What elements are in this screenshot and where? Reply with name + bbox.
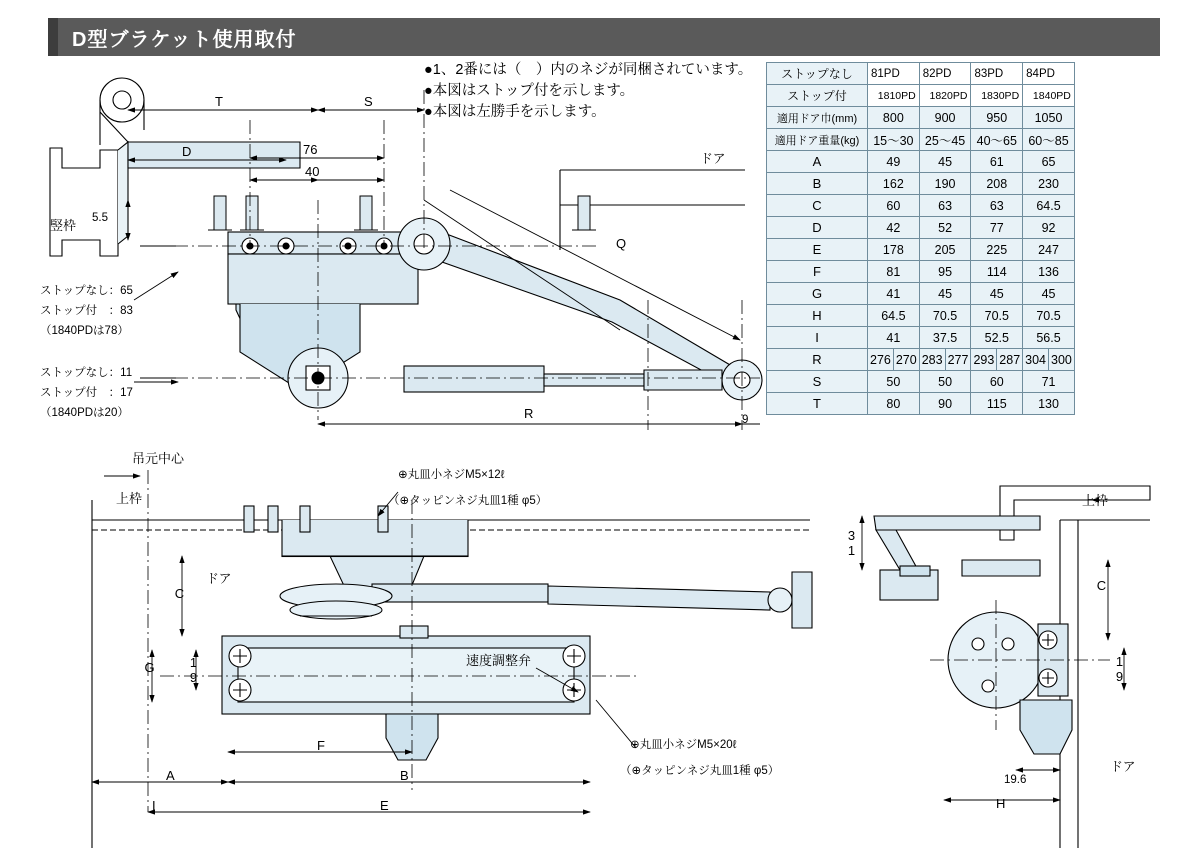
cell: 276: [868, 349, 894, 371]
screw-note-2: ⊕丸皿小ネジM5×20ℓ: [630, 739, 737, 751]
dim-76: 76: [303, 142, 318, 157]
row-label: D: [767, 217, 868, 239]
dim-G: G: [142, 660, 157, 675]
right-view-group: [862, 486, 1150, 848]
cell: 114: [971, 261, 1023, 283]
row-label: A: [767, 151, 868, 173]
model-stop-4: 1840PD: [1023, 85, 1075, 107]
cell: 70.5: [919, 305, 971, 327]
cell: 136: [1023, 261, 1075, 283]
dim-19-bottom: 19: [186, 655, 201, 685]
row-label: ストップ付: [767, 85, 868, 107]
model-stop-2: 1820PD: [919, 85, 971, 107]
dim-C-right: C: [1094, 578, 1109, 593]
note-1840-78: （1840PDは78）: [40, 325, 129, 337]
cell: 80: [868, 393, 920, 415]
note-item: ●本図は左勝手を示します。: [424, 104, 606, 120]
dim-I: I: [152, 798, 156, 813]
note-stop-83: ストップ付 ：83: [40, 305, 133, 317]
row-label: S: [767, 371, 868, 393]
model-nostop-1: 81PD: [868, 63, 920, 85]
row-label: B: [767, 173, 868, 195]
cell: 45: [1023, 283, 1075, 305]
dim-B: B: [400, 768, 409, 783]
cell: 270: [893, 349, 919, 371]
cell: 81: [868, 261, 920, 283]
screw-note-1: ⊕丸皿小ネジM5×12ℓ: [398, 469, 505, 481]
cell: 800: [868, 107, 920, 129]
cell: 25〜45: [919, 129, 971, 151]
cell: 230: [1023, 173, 1075, 195]
cell: 65: [1023, 151, 1075, 173]
cell: 205: [919, 239, 971, 261]
page-title: D型ブラケット使用取付: [72, 28, 297, 51]
cell: 45: [919, 151, 971, 173]
cell: 70.5: [971, 305, 1023, 327]
cell: 130: [1023, 393, 1075, 415]
dim-C-bottom: C: [172, 586, 187, 601]
row-label: T: [767, 393, 868, 415]
cell: 60: [868, 195, 920, 217]
cell: 60: [971, 371, 1023, 393]
cell: 50: [868, 371, 920, 393]
dim-T: T: [215, 94, 223, 109]
row-label: ストップなし: [767, 63, 868, 85]
label-center: 吊元中心: [132, 451, 185, 466]
cell: 52.5: [971, 327, 1023, 349]
note-nostop-65: ストップなし：65: [40, 285, 133, 297]
row-label: 適用ドア重量(kg): [767, 129, 868, 151]
model-nostop-3: 83PD: [971, 63, 1023, 85]
cell: 41: [868, 327, 920, 349]
model-nostop-2: 82PD: [919, 63, 971, 85]
row-label: 適用ドア巾(mm): [767, 107, 868, 129]
row-label: C: [767, 195, 868, 217]
cell: 277: [945, 349, 971, 371]
dim-E: E: [380, 798, 389, 813]
dim-S: S: [364, 94, 373, 109]
row-label: I: [767, 327, 868, 349]
cell: 304: [1023, 349, 1049, 371]
cell: 49: [868, 151, 920, 173]
cell: 60〜85: [1023, 129, 1075, 151]
cell: 61: [971, 151, 1023, 173]
cell: 70.5: [1023, 305, 1075, 327]
cell: 950: [971, 107, 1023, 129]
cell: 247: [1023, 239, 1075, 261]
cell: 178: [868, 239, 920, 261]
cell: 293: [971, 349, 997, 371]
cell: 208: [971, 173, 1023, 195]
row-label: R: [767, 349, 868, 371]
row-label: G: [767, 283, 868, 305]
screw-note-1b: （⊕タッピンネジ丸皿1種 φ5）: [388, 495, 548, 507]
cell: 900: [919, 107, 971, 129]
dim-19-right: 19: [1112, 654, 1127, 684]
label-door: ドア: [700, 151, 726, 166]
cell: 1050: [1023, 107, 1075, 129]
row-label: H: [767, 305, 868, 327]
cell: 162: [868, 173, 920, 195]
dim-F: F: [317, 738, 325, 753]
cell: 41: [868, 283, 920, 305]
cell: 42: [868, 217, 920, 239]
row-label: F: [767, 261, 868, 283]
cell: 77: [971, 217, 1023, 239]
model-nostop-4: 84PD: [1023, 63, 1075, 85]
cell: 45: [971, 283, 1023, 305]
top-view-group: [50, 78, 762, 430]
cell: 95: [919, 261, 971, 283]
dim-D: D: [182, 144, 192, 159]
label-upper-frame: 上枠: [116, 491, 143, 506]
cell: 64.5: [1023, 195, 1075, 217]
label-upper-frame-right: 上枠: [1082, 493, 1109, 508]
dim-A: A: [166, 768, 175, 783]
label-speed-valve: 速度調整弁: [466, 653, 532, 668]
label-jamb: 竪枠: [50, 218, 77, 233]
label-door-bottom: ドア: [206, 571, 232, 586]
row-label: E: [767, 239, 868, 261]
label-Q: Q: [616, 236, 627, 251]
cell: 45: [919, 283, 971, 305]
note-item: ●本図はストップ付を示します。: [424, 83, 635, 99]
cell: 283: [919, 349, 945, 371]
cell: 52: [919, 217, 971, 239]
cell: 63: [919, 195, 971, 217]
note-item: ●1、2番には（ ）内のネジが同梱されています。: [424, 62, 753, 78]
cell: 115: [971, 393, 1023, 415]
model-stop-3: 1830PD: [971, 85, 1023, 107]
cell: 56.5: [1023, 327, 1075, 349]
cell: 15〜30: [868, 129, 920, 151]
cell: 64.5: [868, 305, 920, 327]
cell: 37.5: [919, 327, 971, 349]
cell: 90: [919, 393, 971, 415]
cell: 40〜65: [971, 129, 1023, 151]
cell: 300: [1049, 349, 1075, 371]
note-stop-17: ストップ付 ：17: [40, 387, 133, 399]
cell: 71: [1023, 371, 1075, 393]
cell: 190: [919, 173, 971, 195]
screw-note-2b: （⊕タッピンネジ丸皿1種 φ5）: [620, 765, 780, 777]
model-stop-1: 1810PD: [868, 85, 920, 107]
cell: 63: [971, 195, 1023, 217]
dim-19-6: 19.6: [1004, 774, 1027, 786]
note-nostop-11: ストップなし：11: [40, 367, 133, 379]
dim-H-right: H: [996, 796, 1006, 811]
dim-9: 9: [742, 414, 749, 426]
cell: 225: [971, 239, 1023, 261]
dim-31: 31: [844, 528, 859, 558]
dim-40: 40: [305, 164, 320, 179]
note-1840-20: （1840PDは20）: [40, 407, 129, 419]
cell: 50: [919, 371, 971, 393]
dim-5-5: 5.5: [92, 212, 108, 224]
cell: 92: [1023, 217, 1075, 239]
cell: 287: [997, 349, 1023, 371]
label-R: R: [524, 406, 534, 421]
label-door-right: ドア: [1110, 759, 1136, 774]
